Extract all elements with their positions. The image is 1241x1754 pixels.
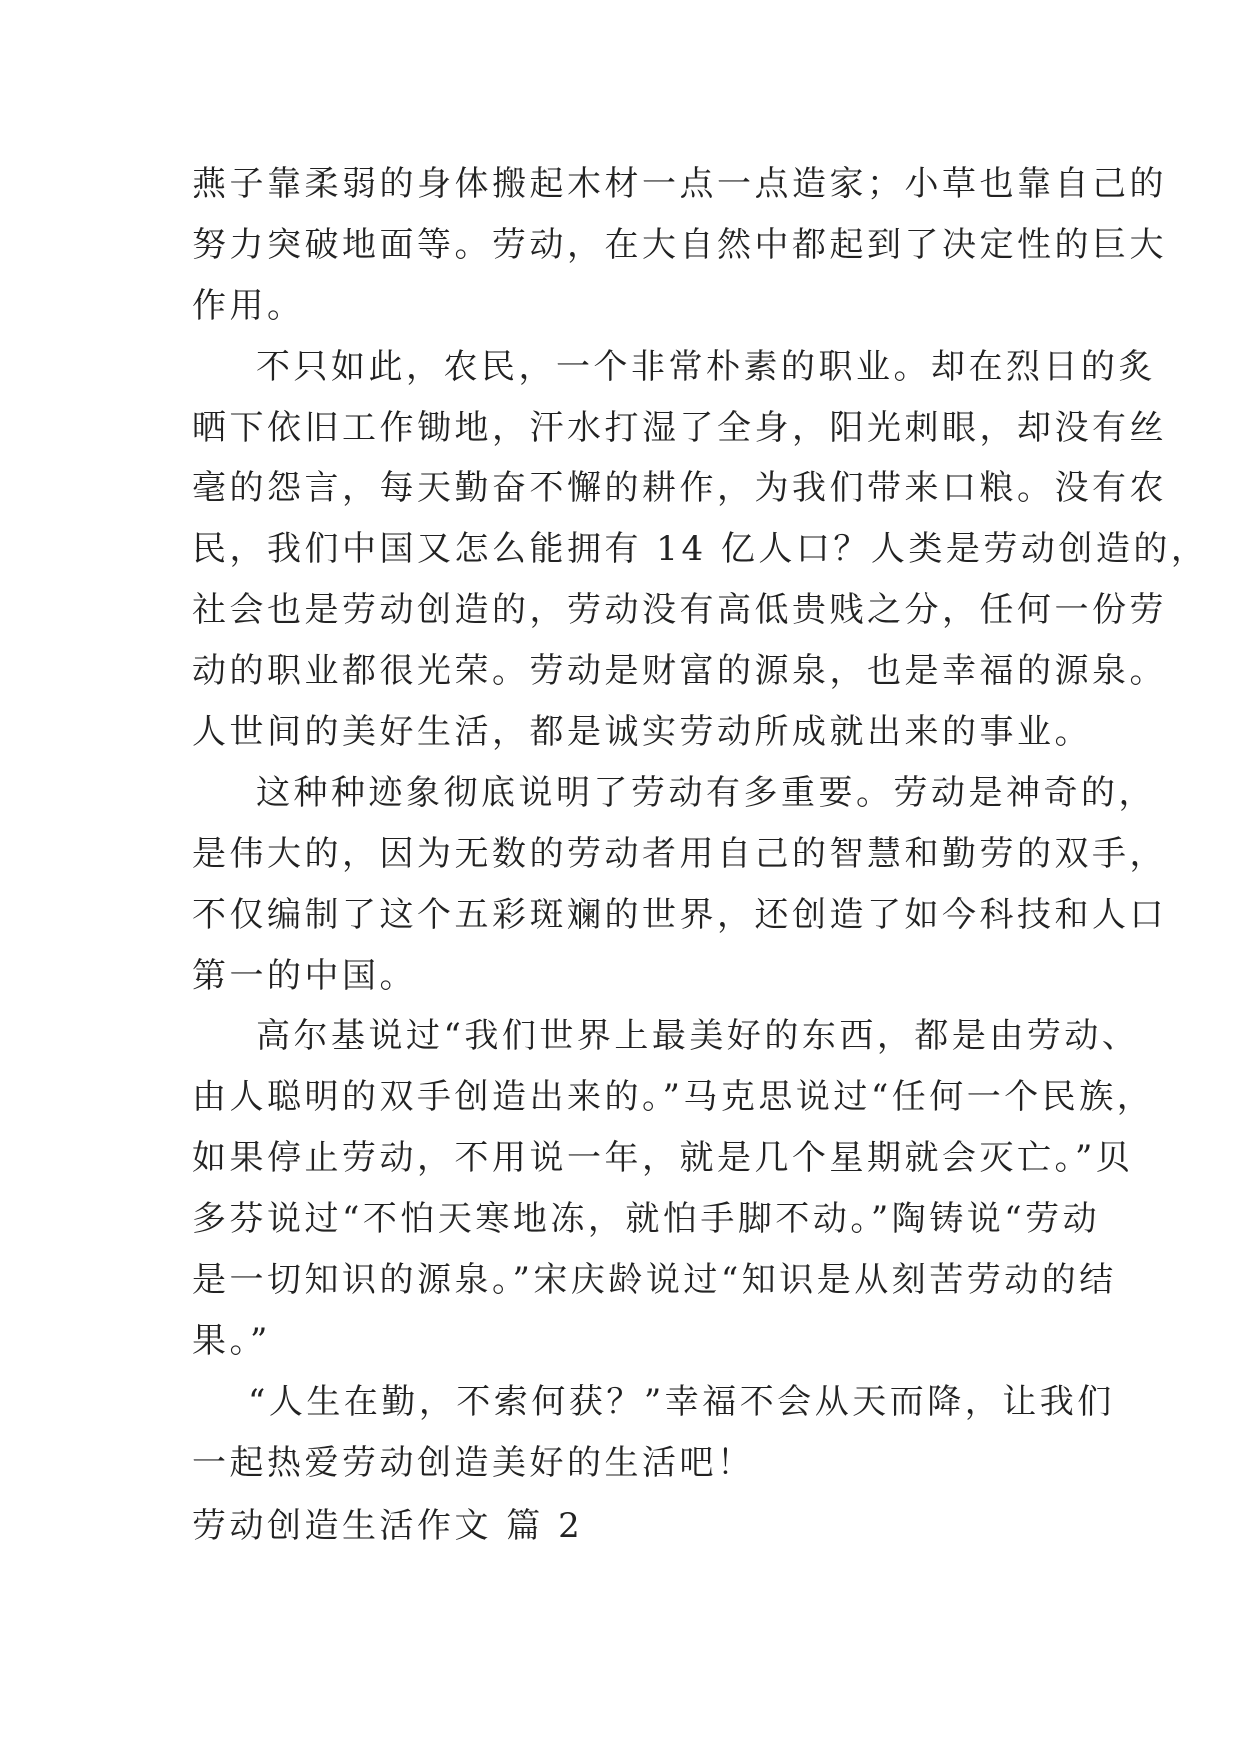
paragraph-line: 作用。 [192,285,305,326]
paragraph-line: 晒下依旧工作锄地，汗水打湿了全身，阳光刺眼，却没有丝 [192,407,1167,448]
paragraph-line: 果。” [192,1320,271,1361]
paragraph-line: 由人聪明的双手创造出来的。”马克思说过“任何一个民族， [192,1077,1155,1118]
paragraph-line: 如果停止劳动，不用说一年，就是几个星期就会灭亡。”贝 [192,1138,1134,1179]
paragraph-line: 一起热爱劳动创造美好的生活吧！ [192,1442,755,1483]
paragraph-line: 高尔基说过“我们世界上最美好的东西，都是由劳动、 [256,1016,1140,1057]
paragraph-line: 是一切知识的源泉。”宋庆龄说过“知识是从刻苦劳动的结 [192,1260,1117,1301]
paragraph-line: “人生在勤，不索何获？”幸福不会从天而降，让我们 [248,1381,1115,1422]
paragraph-line: 人世间的美好生活，都是诚实劳动所成就出来的事业。 [192,712,1092,753]
paragraph-line: 社会也是劳动创造的，劳动没有高低贵贱之分，任何一份劳 [192,590,1167,631]
paragraph-line: 燕子靠柔弱的身体搬起木材一点一点造家；小草也靠自己的 [192,164,1167,204]
paragraph-line: 民，我们中国又怎么能拥有 14 亿人口？人类是劳动创造的， [192,529,1209,570]
paragraph-line: 毫的怨言，每天勤奋不懈的耕作，为我们带来口粮。没有农 [192,468,1167,509]
paragraph-line: 多芬说过“不怕天寒地冻，就怕手脚不动。”陶铸说“劳动 [192,1199,1101,1240]
section-heading: 劳动创造生活作文 篇 2 [192,1506,584,1546]
paragraph-line: 是伟大的，因为无数的劳动者用自己的智慧和勤劳的双手， [192,833,1167,874]
paragraph-line: 不仅编制了这个五彩斑斓的世界，还创造了如今科技和人口 [192,894,1167,935]
essay-body [192,154,1209,1494]
paragraph-line: 努力突破地面等。劳动，在大自然中都起到了决定性的巨大 [192,224,1167,265]
paragraph-line: 动的职业都很光荣。劳动是财富的源泉，也是幸福的源泉。 [192,651,1167,692]
paragraph-line: 不只如此，农民，一个非常朴素的职业。却在烈日的炙 [256,346,1156,387]
paragraph-line: 这种种迹象彻底说明了劳动有多重要。劳动是神奇的， [256,772,1156,813]
paragraph-line: 第一的中国。 [192,955,417,996]
